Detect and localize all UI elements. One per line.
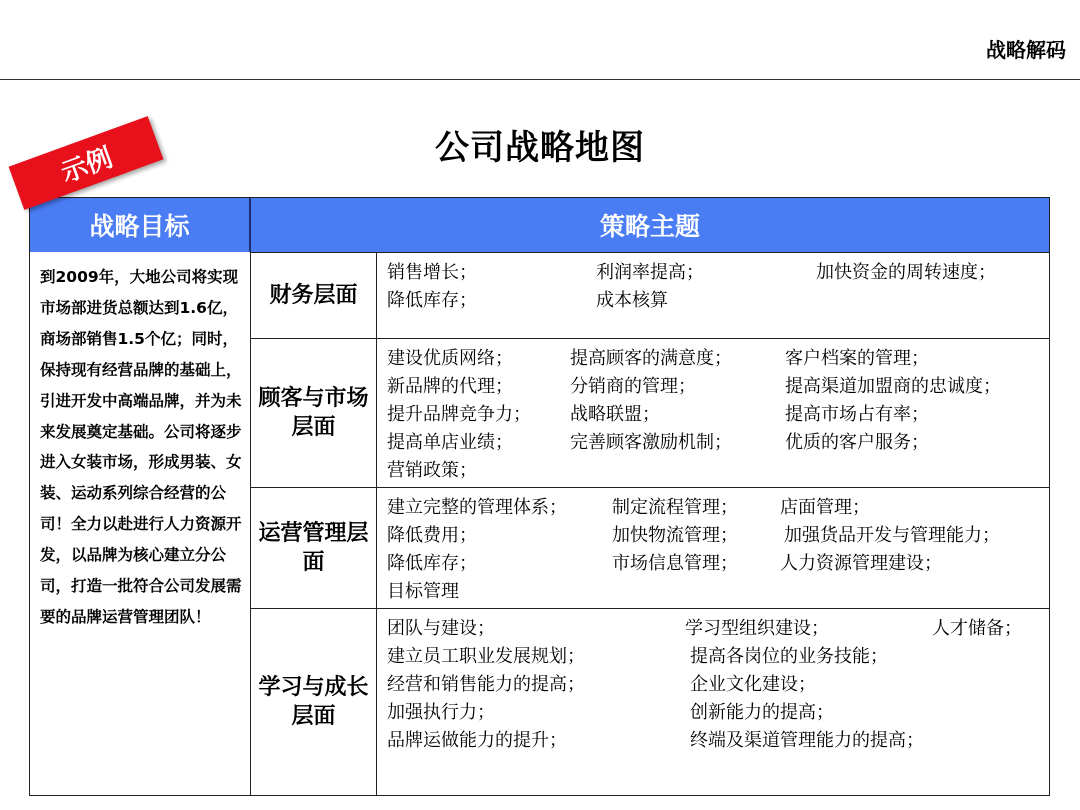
- strategic-goal-text: 到2009年，大地公司将实现市场部进货总额达到1.6亿，商场部销售1.5个亿；同时，保持现有经营品牌的基础上，引进开发中高端品牌，并为未来发展奠定基础。公司将逐步进入女装市场，形成男装、女装、运动系列综合经营的公司！全力以赴进行人力资源开发，以品牌为核心建立分公司，打造一批符合公司发展需要的品牌运营管理团队！: [30, 252, 251, 795]
- theme-item: 提高顾客的满意度；: [570, 348, 732, 369]
- theme-item: 学习型组织建设；: [685, 618, 829, 639]
- theme-item: 销售增长；: [387, 262, 477, 283]
- theme-item: 加强执行力；: [387, 702, 495, 723]
- theme-item: 人才储备；: [932, 618, 1022, 639]
- row-finance: [251, 252, 1049, 338]
- page-title: 公司战略地图: [435, 128, 645, 168]
- row-label-customer-market: 顾客与市场层面: [251, 339, 377, 487]
- example-stamp: 示例: [9, 116, 164, 210]
- brand-title: 战略解码: [986, 38, 1066, 62]
- theme-item: 客户档案的管理；: [785, 348, 929, 369]
- theme-item: 降低库存；: [387, 290, 477, 311]
- theme-item: 终端及渠道管理能力的提高；: [690, 730, 924, 751]
- strategy-map-table: [29, 197, 1050, 796]
- theme-item: 优质的客户服务；: [785, 432, 929, 453]
- theme-item: 降低库存；: [387, 553, 477, 574]
- theme-item: 利润率提高；: [596, 262, 704, 283]
- header-divider: [0, 79, 1080, 80]
- theme-item: 提高市场占有率；: [785, 404, 929, 425]
- theme-item: 新品牌的代理；: [387, 376, 513, 397]
- theme-item: 经营和销售能力的提高；: [387, 674, 585, 695]
- theme-item: 加快物流管理；: [612, 525, 738, 546]
- row-label-finance: 财务层面: [251, 253, 377, 338]
- theme-item: 市场信息管理；: [612, 553, 738, 574]
- theme-item: 制定流程管理；: [612, 497, 738, 518]
- theme-item: 团队与建设；: [387, 618, 495, 639]
- theme-item: 战略联盟；: [570, 404, 660, 425]
- row-label-learning-growth: 学习与成长层面: [251, 609, 377, 795]
- goal-column-header: 战略目标: [30, 198, 251, 252]
- theme-item: 完善顾客激励机制；: [570, 432, 732, 453]
- theme-item: 降低费用；: [387, 525, 477, 546]
- theme-item: 加快资金的周转速度；: [816, 262, 996, 283]
- row-operations: [251, 487, 1049, 608]
- theme-item: 加强货品开发与管理能力；: [784, 525, 1000, 546]
- row-customer-market: [251, 338, 1049, 487]
- theme-item: 建立完整的管理体系；: [387, 497, 567, 518]
- row-learning-growth: [251, 608, 1049, 795]
- row-label-operations: 运营管理层面: [251, 488, 377, 608]
- theme-item: 人力资源管理建设；: [780, 553, 942, 574]
- theme-item: 店面管理；: [780, 497, 870, 518]
- theme-column-header: 策略主题: [251, 198, 1049, 252]
- theme-item: 目标管理: [387, 581, 459, 602]
- theme-item: 建设优质网络；: [387, 348, 513, 369]
- theme-item: 品牌运做能力的提升；: [387, 730, 567, 751]
- theme-item: 分销商的管理；: [570, 376, 696, 397]
- theme-item: 营销政策；: [387, 460, 477, 481]
- theme-item: 建立员工职业发展规划；: [387, 646, 585, 667]
- theme-item: 提高各岗位的业务技能；: [690, 646, 888, 667]
- theme-item: 创新能力的提高；: [690, 702, 834, 723]
- theme-item: 成本核算: [596, 290, 668, 311]
- theme-item: 提高渠道加盟商的忠诚度；: [785, 376, 1001, 397]
- theme-item: 企业文化建设；: [690, 674, 816, 695]
- theme-item: 提高单店业绩；: [387, 432, 513, 453]
- theme-item: 提升品牌竞争力；: [387, 404, 531, 425]
